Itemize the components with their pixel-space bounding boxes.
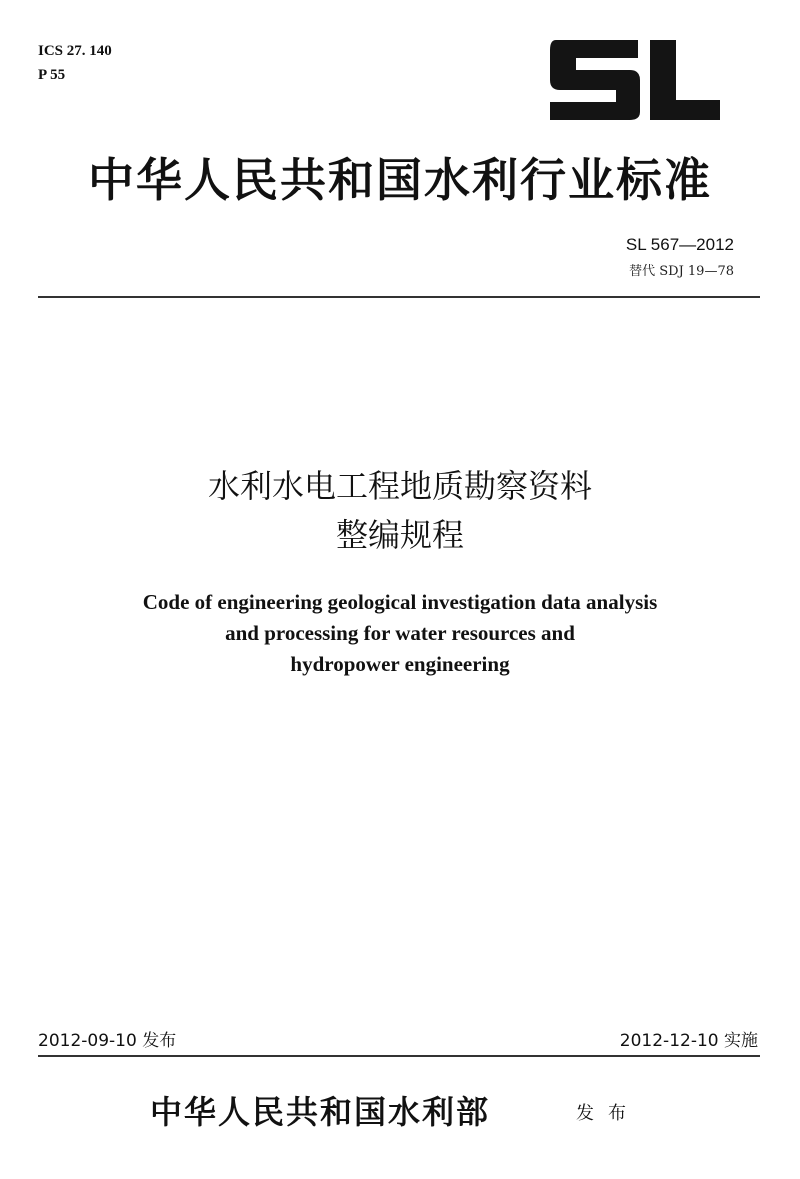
ics-code: ICS 27. 140 [38,43,112,59]
standard-number: SL 567—2012 [625,235,734,254]
industry-standard-title: 中华人民共和国水利行业标准 [88,153,712,207]
p-code: P 55 [38,67,66,83]
title-chinese-line-2: 整编规程 [335,516,464,554]
title-chinese-line-1: 水利水电工程地质勘察资料 [207,467,592,505]
title-english-line-2: and processing for water resources and [225,621,575,645]
issue-date: 2012-09-10 发布 [38,1031,177,1051]
bottom-divider [38,1055,760,1057]
title-english-line-3: hydropower engineering [290,652,510,676]
title-english-line-1: Code of engineering geological investigation data analysis [142,590,658,614]
top-divider [38,296,760,298]
effective-date: 2012-12-10 实施 [619,1031,758,1051]
replaces-standard: 替代 SDJ 19—78 [629,264,734,279]
sl-logo [550,40,720,120]
logo-letter-s [550,40,640,120]
logo-letter-l [650,40,720,120]
publisher-name: 中华人民共和国水利部 [150,1093,491,1131]
publish-label: 发布 [576,1103,640,1124]
